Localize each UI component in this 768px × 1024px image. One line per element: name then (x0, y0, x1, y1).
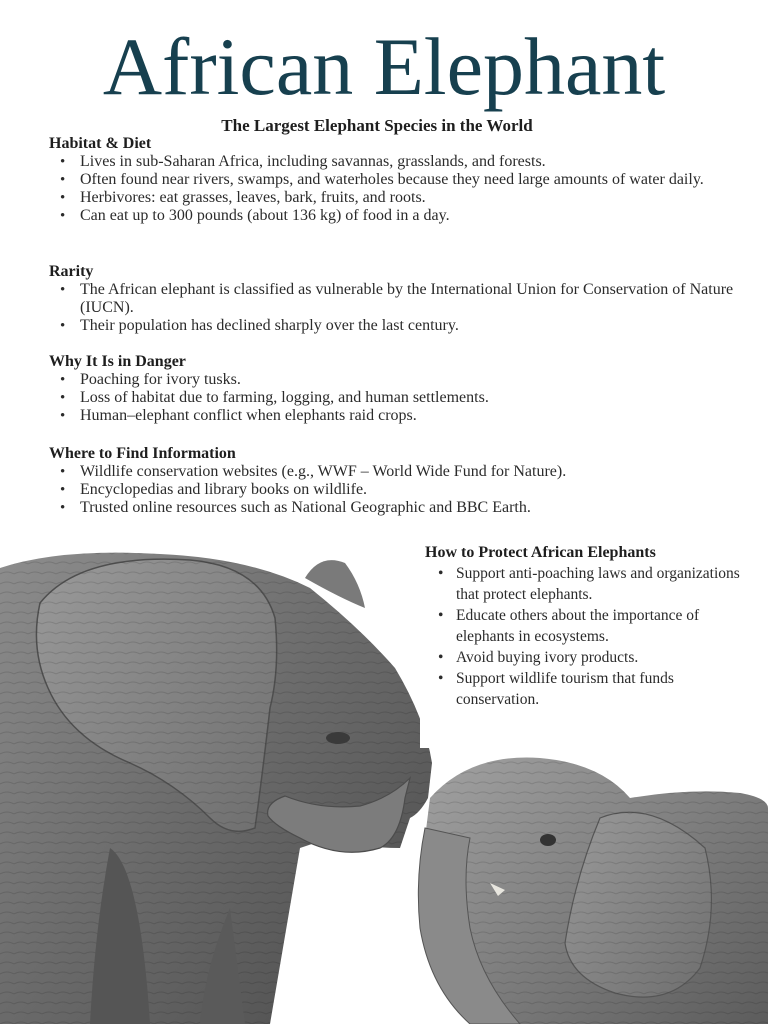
poster-subtitle: The Largest Elephant Species in the World (221, 116, 533, 135)
list-item: • The African elephant is classified as vulnerable by the International Union for Conservation of Nature (IUCN). (80, 281, 739, 317)
adult-elephant (0, 553, 432, 1024)
section-protect (425, 543, 755, 710)
section-information (49, 445, 739, 517)
section-heading: Where to Find Information (49, 445, 236, 462)
list-item: • Support wildlife tourism that funds conservation. (456, 668, 755, 710)
section-heading: Habitat & Diet (49, 135, 152, 152)
bullet-list (49, 153, 739, 225)
bullet-list (425, 563, 755, 710)
list-item: • Their population has declined sharply over the last century. (80, 317, 739, 335)
list-item: • Lives in sub-Saharan Africa, including savannas, grasslands, and forests. (80, 153, 739, 171)
poster-title: African Elephant (102, 21, 666, 112)
list-item: • Trusted online resources such as National Geographic and BBC Earth. (80, 499, 739, 517)
list-item: • Encyclopedias and library books on wildlife. (80, 481, 739, 499)
list-item: • Human–elephant conflict when elephants raid crops. (80, 407, 739, 425)
bullet-list (49, 281, 739, 335)
list-item: • Educate others about the importance of elephants in ecosystems. (456, 605, 755, 647)
list-item: • Often found near rivers, swamps, and waterholes because they need large amounts of water daily. (80, 171, 739, 189)
list-item: • Loss of habitat due to farming, logging, and human settlements. (80, 389, 739, 407)
section-heading: How to Protect African Elephants (425, 544, 656, 561)
section-habitat-diet (49, 135, 739, 225)
section-heading: Rarity (49, 263, 94, 280)
section-danger (49, 353, 739, 425)
bullet-list (49, 463, 739, 517)
list-item: • Herbivores: eat grasses, leaves, bark, fruits, and roots. (80, 189, 739, 207)
calf-elephant (418, 758, 768, 1024)
section-heading: Why It Is in Danger (49, 353, 186, 370)
list-item: • Poaching for ivory tusks. (80, 371, 739, 389)
bullet-list (49, 371, 739, 425)
list-item: • Support anti-poaching laws and organizations that protect elephants. (456, 563, 755, 605)
list-item: • Can eat up to 300 pounds (about 136 kg) of food in a day. (80, 207, 739, 225)
list-item: • Avoid buying ivory products. (456, 647, 755, 668)
list-item: • Wildlife conservation websites (e.g., WWF – World Wide Fund for Nature). (80, 463, 739, 481)
section-rarity (49, 263, 739, 335)
